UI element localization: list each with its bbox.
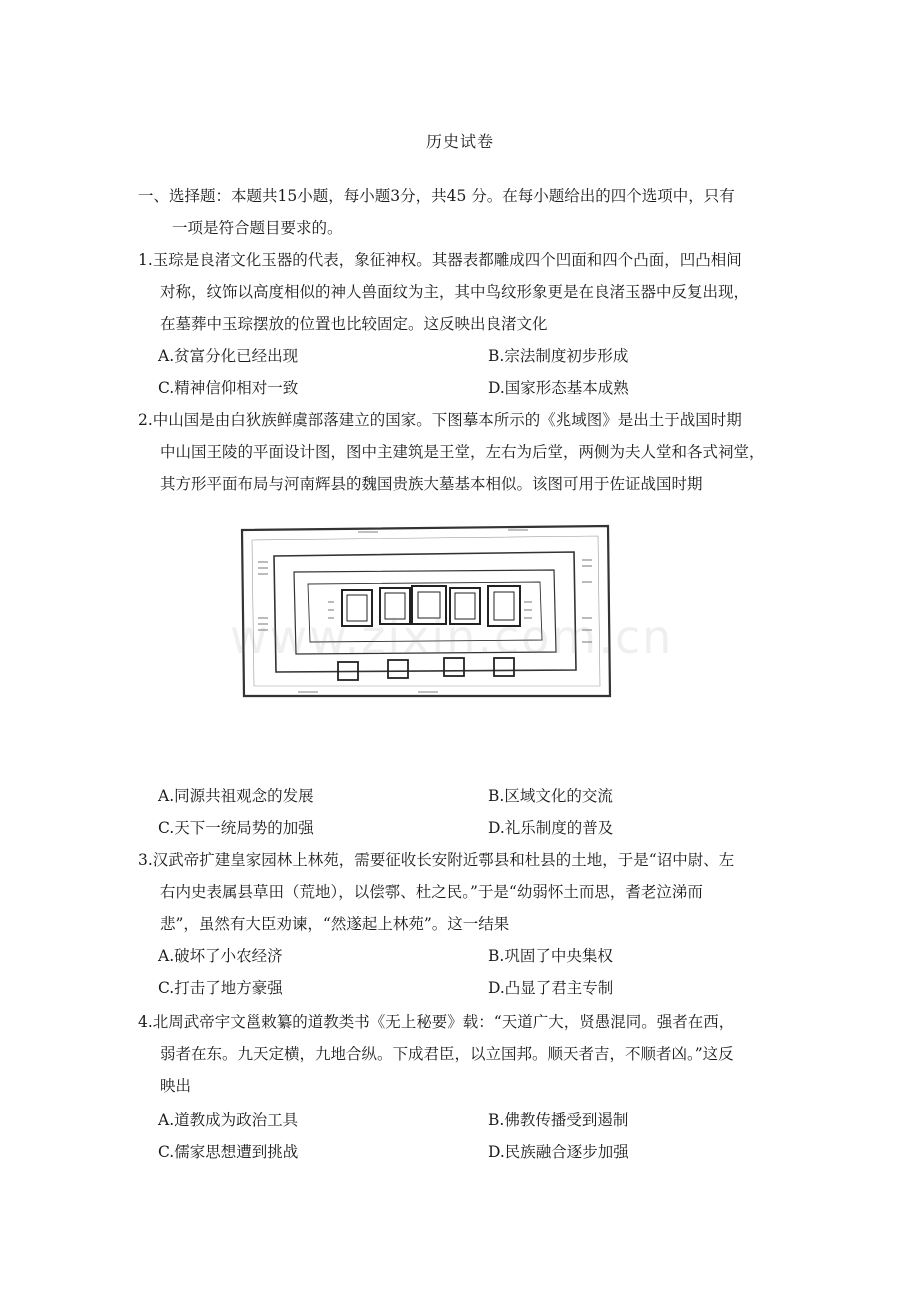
option-2b[interactable]: B.区域文化的交流 <box>488 787 613 805</box>
question-4-line-2: 弱者在东。九天定横，九地合纵。下成君臣，以立国邦。顺天者吉，不顺者凶。”这反 <box>160 1045 734 1063</box>
option-1a[interactable]: A.贫富分化已经出现 <box>158 347 299 365</box>
option-2c[interactable]: C.天下一统局势的加强 <box>158 819 314 837</box>
option-4a[interactable]: A.道教成为政治工具 <box>158 1111 299 1129</box>
option-3d[interactable]: D.凸显了君主专制 <box>488 979 614 997</box>
option-4b[interactable]: B.佛教传播受到遏制 <box>488 1111 629 1129</box>
option-3b[interactable]: B.巩固了中央集权 <box>488 947 613 965</box>
option-3c[interactable]: C.打击了地方豪强 <box>158 979 283 997</box>
question-3-line-3: 悲”，虽然有大臣劝谏，“然遂起上林苑”。这一结果 <box>160 915 510 933</box>
option-3a[interactable]: A.破坏了小农经济 <box>158 947 283 965</box>
question-2-line-1: 2.中山国是由白狄族鲜虞部落建立的国家。下图摹本所示的《兆域图》是出土于战国时期 <box>138 411 742 429</box>
option-1b[interactable]: B.宗法制度初步形成 <box>488 347 629 365</box>
question-2-line-2: 中山国王陵的平面设计图，图中主建筑是王堂，左右为后堂，两侧为夫人堂和各式祠堂， <box>160 443 765 461</box>
question-1-line-3: 在墓葬中玉琮摆放的位置也比较固定。这反映出良渚文化 <box>160 315 548 333</box>
section-heading-cont: 一项是符合题目要求的。 <box>172 219 343 237</box>
question-4-line-1: 4.北周武帝宇文邕敕纂的道教类书《无上秘要》载：“天道广大，贤愚混同。强者在西， <box>138 1013 735 1031</box>
page-title: 历史试卷 <box>425 132 494 151</box>
question-3-line-1: 3.汉武帝扩建皇家园林上林苑，需要征收长安附近鄠县和杜县的土地，于是“诏中尉、左 <box>138 851 735 869</box>
option-4d[interactable]: D.民族融合逐步加强 <box>488 1143 629 1161</box>
option-1c[interactable]: C.精神信仰相对一致 <box>158 379 299 397</box>
question-2-line-3: 其方形平面布局与河南辉县的魏国贵族大墓基本相似。该图可用于佐证战国时期 <box>160 475 703 493</box>
question-3-line-2: 右内史表属县草田（荒地），以偿鄠、杜之民。”于是“幼弱怀土而思，耆老泣涕而 <box>160 883 703 901</box>
question-1-line-2: 对称，纹饰以高度相似的神人兽面纹为主，其中鸟纹形象更是在良渚玉器中反复出现， <box>160 283 750 301</box>
question-4-line-3: 映出 <box>160 1077 192 1095</box>
option-1d[interactable]: D.国家形态基本成熟 <box>488 379 629 397</box>
option-4c[interactable]: C.儒家思想遭到挑战 <box>158 1143 299 1161</box>
question-1-line-1: 1.玉琮是良渚文化玉器的代表，象征神权。其器表都雕成四个凹面和四个凸面，凹凸相间 <box>138 251 742 269</box>
section-heading: 一、选择题：本题共15小题，每小题3分，共45 分。在每小题给出的四个选项中，只有 <box>138 187 735 205</box>
watermark: www.zixin.com.cn <box>230 610 674 664</box>
zhaoyu-map-figure <box>238 522 612 700</box>
option-2a[interactable]: A.同源共祖观念的发展 <box>158 787 314 805</box>
option-2d[interactable]: D.礼乐制度的普及 <box>488 819 614 837</box>
